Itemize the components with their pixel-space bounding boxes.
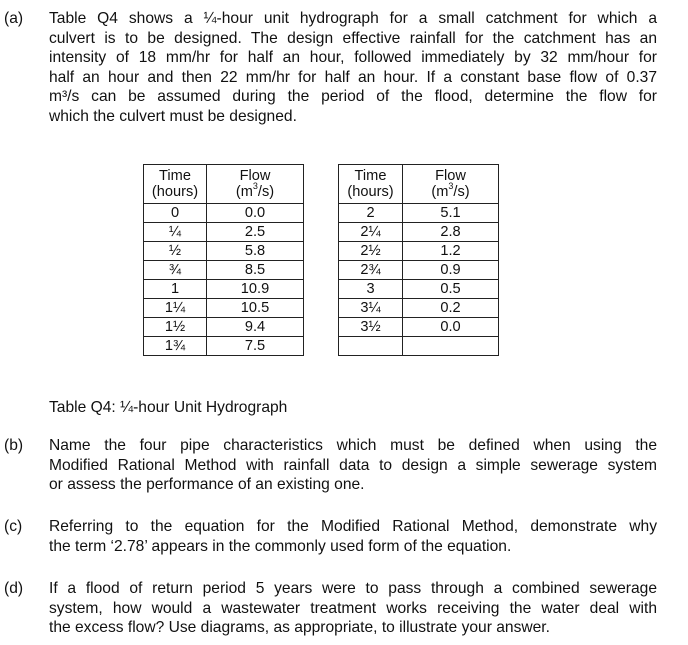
question-b-label: (b) bbox=[4, 437, 24, 454]
right-time-cell: 3 bbox=[339, 280, 403, 299]
question-c-line: Referring to the equation for the Modified Rational Method, demonstrate why bbox=[49, 518, 657, 535]
question-c-label: (c) bbox=[4, 518, 23, 535]
question-d-text bbox=[49, 579, 657, 638]
left-time-cell: ½ bbox=[144, 242, 207, 261]
right-time-cell: 3¼ bbox=[339, 299, 403, 318]
left-flow-cell: 0.0 bbox=[207, 204, 304, 223]
question-a-line: culvert is to be designed. The design effective rainfall for the catchment has an bbox=[49, 29, 657, 47]
question-a-line: m³/s can be assumed during the period of the flood, determine the flow for bbox=[49, 88, 657, 106]
table-row bbox=[144, 337, 499, 356]
right-time-cell: 2½ bbox=[339, 242, 403, 261]
right-time-cell bbox=[339, 337, 403, 356]
left-time-cell: 1¼ bbox=[144, 299, 207, 318]
right-flow-cell: 0.9 bbox=[403, 261, 499, 280]
table-gap bbox=[304, 280, 339, 299]
question-b-line: Name the four pipe characteristics which must be defined when using the bbox=[49, 437, 657, 454]
right-flow-cell: 0.2 bbox=[403, 299, 499, 318]
flow-unit: $(m^3/s)$ bbox=[403, 184, 499, 204]
table-row bbox=[144, 223, 499, 242]
left-flow-cell: 10.5 bbox=[207, 299, 304, 318]
question-a-line: which the culvert must be designed. bbox=[49, 107, 297, 125]
left-flow-cell: 10.9 bbox=[207, 280, 304, 299]
question-d-line: the excess flow? Use diagrams, as appropriate, to illustrate your answer. bbox=[49, 619, 550, 637]
question-d-line: If a flood of return period 5 years were to pass through a combined sewerage bbox=[49, 580, 657, 597]
question-a-label: (a) bbox=[4, 10, 24, 27]
question-c-text bbox=[49, 517, 657, 556]
table-header-row bbox=[144, 165, 499, 185]
flow-header: Flow bbox=[207, 165, 304, 185]
question-b-line: or assess the performance of an existing one. bbox=[49, 476, 365, 494]
table-gap bbox=[304, 299, 339, 318]
question-b-line: Modified Rational Method with rainfall data to design a simple sewerage system bbox=[49, 456, 657, 474]
question-d-line: system, how would a wastewater treatment works receiving the water deal with bbox=[49, 599, 657, 617]
right-flow-cell: 0.0 bbox=[403, 318, 499, 337]
right-flow-cell: 1.2 bbox=[403, 242, 499, 261]
right-time-cell: 2¼ bbox=[339, 223, 403, 242]
table-row bbox=[144, 280, 499, 299]
table-gap bbox=[304, 337, 339, 356]
right-flow-cell: 2.8 bbox=[403, 223, 499, 242]
flow-unit: $(m^3/s)$ bbox=[207, 184, 304, 204]
table-gap bbox=[304, 242, 339, 261]
right-time-cell: 2¾ bbox=[339, 261, 403, 280]
left-time-cell: 1¾ bbox=[144, 337, 207, 356]
left-time-cell: ¾ bbox=[144, 261, 207, 280]
table-row bbox=[144, 204, 499, 223]
question-c-line: the term ‘2.78’ appears in the commonly used form of the equation. bbox=[49, 537, 512, 555]
time-header: Time bbox=[339, 165, 403, 185]
right-time-cell: 3½ bbox=[339, 318, 403, 337]
right-flow-cell bbox=[403, 337, 499, 356]
question-a-line: intensity of 18 mm/hr for half an hour, followed immediately by 32 mm/hour for bbox=[49, 49, 657, 67]
right-time-cell: 2 bbox=[339, 204, 403, 223]
table-row bbox=[144, 242, 499, 261]
table-row bbox=[144, 261, 499, 280]
table-row bbox=[144, 299, 499, 318]
table-gap bbox=[304, 318, 339, 337]
left-flow-cell: 2.5 bbox=[207, 223, 304, 242]
table-gap bbox=[304, 204, 339, 223]
time-header: Time bbox=[144, 165, 207, 185]
table-gap bbox=[304, 184, 339, 204]
table-caption: Table Q4: ¼-hour Unit Hydrograph bbox=[49, 399, 288, 416]
left-flow-cell: 8.5 bbox=[207, 261, 304, 280]
table-row bbox=[144, 318, 499, 337]
left-time-cell: 0 bbox=[144, 204, 207, 223]
time-unit: (hours) bbox=[339, 184, 403, 204]
right-flow-cell: 0.5 bbox=[403, 280, 499, 299]
left-flow-cell: 5.8 bbox=[207, 242, 304, 261]
table-gap bbox=[304, 165, 339, 185]
question-d-label: (d) bbox=[4, 580, 24, 597]
left-time-cell: ¼ bbox=[144, 223, 207, 242]
left-time-cell: 1 bbox=[144, 280, 207, 299]
table-gap bbox=[304, 223, 339, 242]
table-unit-row bbox=[144, 184, 499, 204]
question-a-line: Table Q4 shows a ¼-hour unit hydrograph for a small catchment for which a bbox=[49, 10, 657, 27]
left-flow-cell: 9.4 bbox=[207, 318, 304, 337]
hydrograph-table bbox=[143, 164, 499, 356]
question-a-line: half an hour and then 22 mm/hr for half an hour. If a constant base flow of 0.37 bbox=[49, 68, 657, 86]
left-time-cell: 1½ bbox=[144, 318, 207, 337]
time-unit: (hours) bbox=[144, 184, 207, 204]
question-a-text bbox=[49, 9, 657, 127]
flow-header: Flow bbox=[403, 165, 499, 185]
question-b-text bbox=[49, 436, 657, 495]
table-gap bbox=[304, 261, 339, 280]
right-flow-cell: 5.1 bbox=[403, 204, 499, 223]
left-flow-cell: 7.5 bbox=[207, 337, 304, 356]
